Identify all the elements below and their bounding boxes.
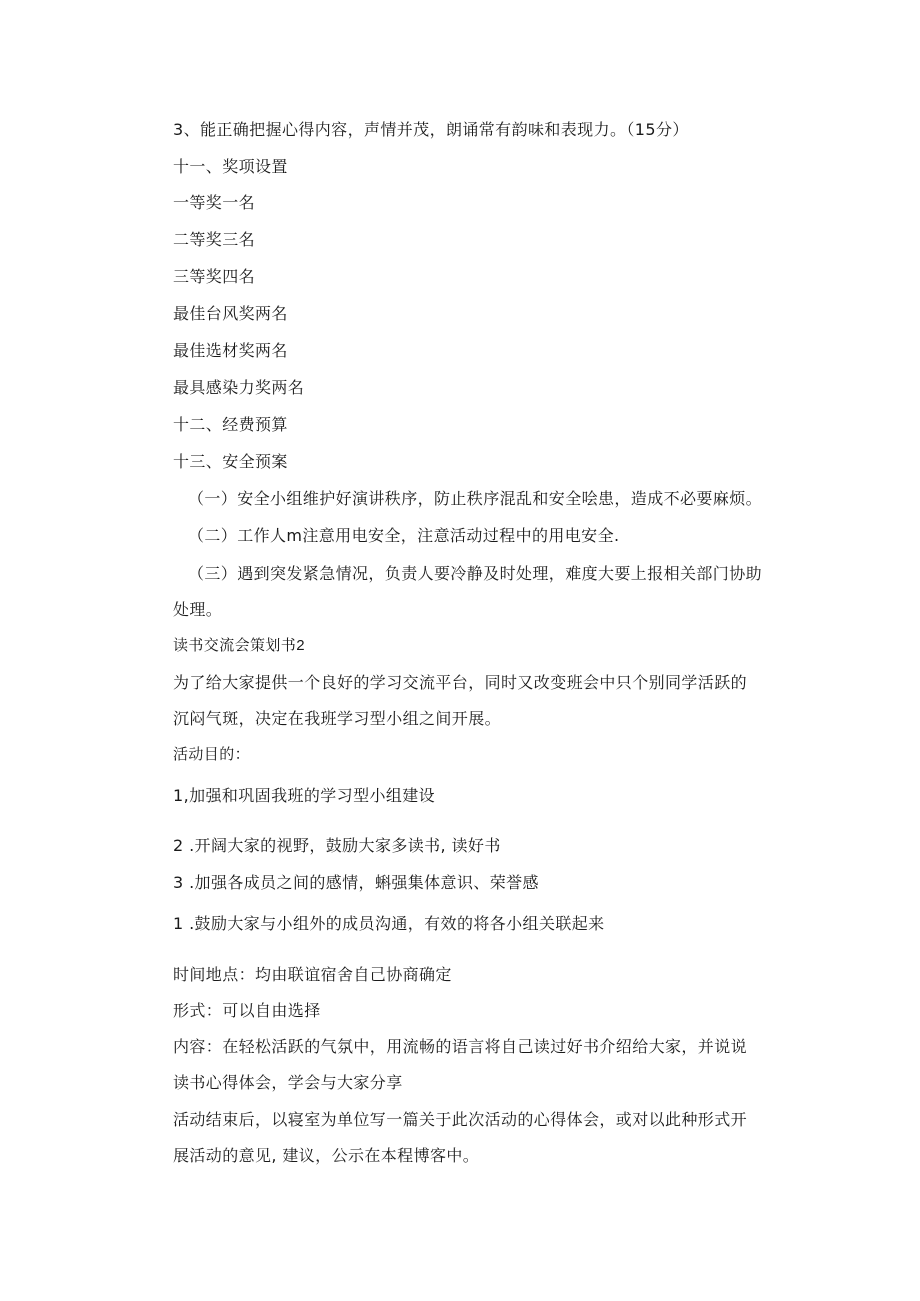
section-13-heading: 十三、安全预案: [173, 452, 288, 471]
purpose-heading: 活动目的：: [173, 746, 251, 763]
award-third-prize: 三等奖四名: [173, 267, 256, 286]
plan-2-title: 读书交流会策划书2: [173, 637, 305, 654]
content-line-1: 内容：在轻松活跃的气氛中，用流畅的语言将自己读过好书介绍给大家，并说说: [173, 1037, 748, 1056]
followup-line-1: 活动结束后，以寝室为单位写一篇关于此次活动的心得体会，或对以此种形式开: [173, 1110, 748, 1129]
safety-item-3-continuation: 处理。: [173, 600, 223, 619]
time-location: 时间地点：均由联谊宿舍自己协商确定: [173, 965, 452, 984]
content-line-2: 读书心得体会，学会与大家分享: [173, 1073, 403, 1092]
purpose-item-3: 3 .加强各成员之间的感情，蝌强集体意识、荣誉感: [173, 873, 539, 892]
scoring-criterion-3: 3、能正确把握心得内容，声情并茂，朗诵常有韵味和表现力。（15分）: [173, 120, 689, 139]
safety-item-1: （一）安全小组维护好演讲秩序，防止秩序混乱和安全哙患，造成不必要麻烦。: [188, 489, 763, 508]
purpose-item-2: 2 .开阔大家的视野，鼓励大家多读书, 读好书: [173, 836, 501, 855]
safety-item-2: （二）工作人m注意用电安全，注意活动过程中的用电安全.: [188, 526, 620, 545]
section-11-heading: 十一、奖项设置: [173, 157, 288, 176]
intro-paragraph-line-2: 沉闷气斑，决定在我班学习型小组之间开展。: [173, 709, 502, 728]
section-12-heading: 十二、经费预算: [173, 415, 288, 434]
award-best-stage-presence: 最佳台风奖两名: [173, 304, 288, 323]
followup-line-2: 展活动的意见, 建议，公示在本程博客中。: [173, 1146, 480, 1165]
safety-item-3: （三）遇到突发紧急情况，负责人要冷静及时处理，难度大要上报相关部门协助: [188, 564, 763, 583]
award-first-prize: 一等奖一名: [173, 193, 256, 212]
purpose-item-1: 1,加强和巩固我班的学习型小组建设: [173, 786, 436, 805]
intro-paragraph-line-1: 为了给大家提供一个良好的学习交流平台，同时又改变班会中只个别同学活跃的: [173, 673, 748, 692]
award-most-appealing: 最具感染力奖两名: [173, 378, 305, 397]
award-best-material: 最佳选材奖两名: [173, 341, 288, 360]
award-second-prize: 二等奖三名: [173, 230, 256, 249]
format: 形式：可以自由选择: [173, 1001, 321, 1020]
purpose-item-4: 1 .鼓励大家与小组外的成员沟通，有效的将各小组关联起来: [173, 914, 605, 933]
